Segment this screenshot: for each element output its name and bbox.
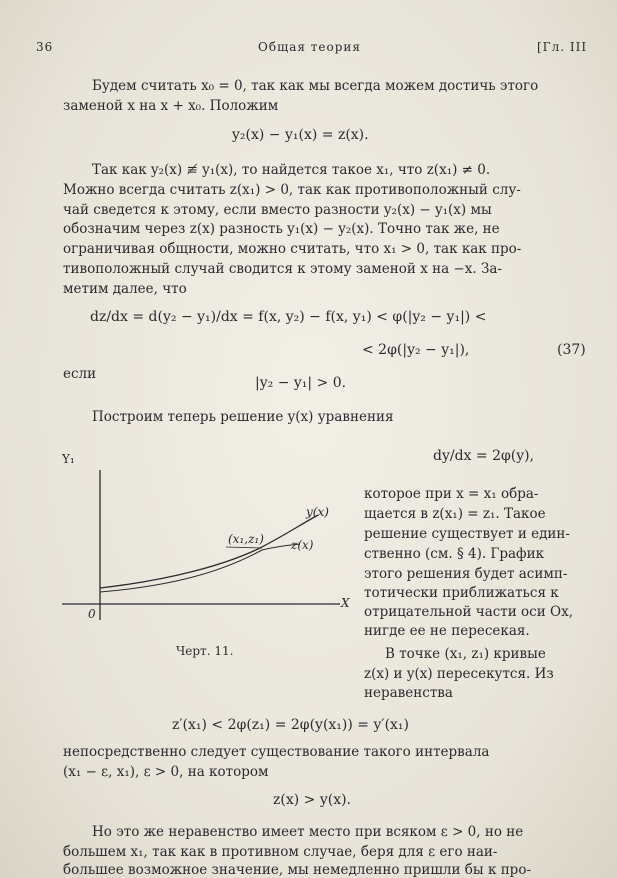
equation-37-line1: dz/dx = d(y₂ − y₁)/dx = f(x, y₂) − f(x, y₁) < φ(|y₂ − y₁|) < bbox=[90, 309, 487, 325]
curve-z bbox=[100, 544, 300, 592]
y-axis-label: Y₁ bbox=[62, 452, 75, 466]
equation: y₂(x) − y₁(x) = z(x). bbox=[232, 127, 369, 143]
paragraph-line: этого решения будет асимп- bbox=[364, 566, 568, 582]
paragraph-line: отрицательной части оси Ox, bbox=[364, 604, 574, 620]
curve-z-label: z(x) bbox=[291, 538, 314, 552]
paragraph-line: Построим теперь решение y(x) уравнения bbox=[92, 409, 394, 425]
running-title: Общая теория bbox=[258, 40, 361, 54]
paragraph-line: (x₁ − ε, x₁), ε > 0, на котором bbox=[63, 764, 269, 780]
paragraph-line: обозначим через z(x) разность y₁(x) − y₂(x). Точно так же, не bbox=[63, 221, 500, 237]
paragraph-line: Будем считать x₀ = 0, так как мы всегда можем достичь этого bbox=[92, 78, 539, 94]
paragraph-line: неравенства bbox=[364, 685, 453, 701]
paragraph-line: большем x₁, так как в противном случае, беря для ε его наи- bbox=[63, 844, 498, 860]
chapter-label: [Гл. III bbox=[537, 40, 588, 54]
x-axis-label: X bbox=[341, 596, 350, 610]
curve-y bbox=[100, 515, 318, 588]
paragraph-line: щается в z(x₁) = z₁. Такое bbox=[364, 506, 546, 522]
paragraph-line: Так как y₂(x) ≢ y₁(x), то найдется такое x₁, что z(x₁) ≠ 0. bbox=[92, 162, 491, 178]
paragraph-line: чай сведется к этому, если вместо разности y₂(x) − y₁(x) мы bbox=[63, 202, 492, 218]
equation: dy/dx = 2φ(y), bbox=[433, 448, 535, 464]
paragraph-line: большее возможное значение, мы немедленно пришли бы к про- bbox=[63, 862, 532, 878]
paragraph-line: если bbox=[63, 366, 97, 382]
paragraph-line: ограничивая общности, можно считать, что x₁ > 0, так как про- bbox=[63, 241, 522, 257]
paragraph-line: В точке (x₁, z₁) кривые bbox=[385, 646, 546, 662]
equation: |y₂ − y₁| > 0. bbox=[255, 375, 347, 391]
paragraph-line: решение существует и един- bbox=[364, 526, 570, 542]
paragraph-line: непосредственно следует существование такого интервала bbox=[63, 744, 490, 760]
paragraph-line: которое при x = x₁ обра- bbox=[364, 486, 539, 502]
point-label: (x₁,z₁) bbox=[228, 532, 264, 546]
equation-number: (37) bbox=[557, 342, 586, 358]
paragraph-line: заменой x на x + x₀. Положим bbox=[63, 98, 279, 114]
equation: z′(x₁) < 2φ(z₁) = 2φ(y(x₁)) = y′(x₁) bbox=[172, 717, 409, 733]
equation: z(x) > y(x). bbox=[273, 792, 352, 808]
figure-caption: Черт. 11. bbox=[176, 644, 234, 658]
paragraph-line: ственно (см. § 4). График bbox=[364, 546, 545, 562]
page-number: 36 bbox=[36, 40, 54, 54]
origin-label: 0 bbox=[88, 607, 96, 621]
paragraph-line: метим далее, что bbox=[63, 281, 187, 297]
label-leader bbox=[226, 547, 262, 548]
paragraph-line: тивоположный случай сводится к этому заменой x на −x. За- bbox=[63, 261, 502, 277]
paragraph-line: тотически приближаться к bbox=[364, 585, 559, 601]
curve-y-label: y(x) bbox=[306, 505, 329, 519]
paragraph-line: Можно всегда считать z(x₁) > 0, так как противоположный слу- bbox=[63, 182, 521, 198]
paragraph-line: z(x) и y(x) пересекутся. Из bbox=[364, 666, 554, 682]
equation-37-line2: < 2φ(|y₂ − y₁|), bbox=[362, 342, 470, 358]
paragraph-line: нигде ее не пересекая. bbox=[364, 623, 530, 639]
paragraph-line: Но это же неравенство имеет место при всяком ε > 0, но не bbox=[92, 824, 524, 840]
